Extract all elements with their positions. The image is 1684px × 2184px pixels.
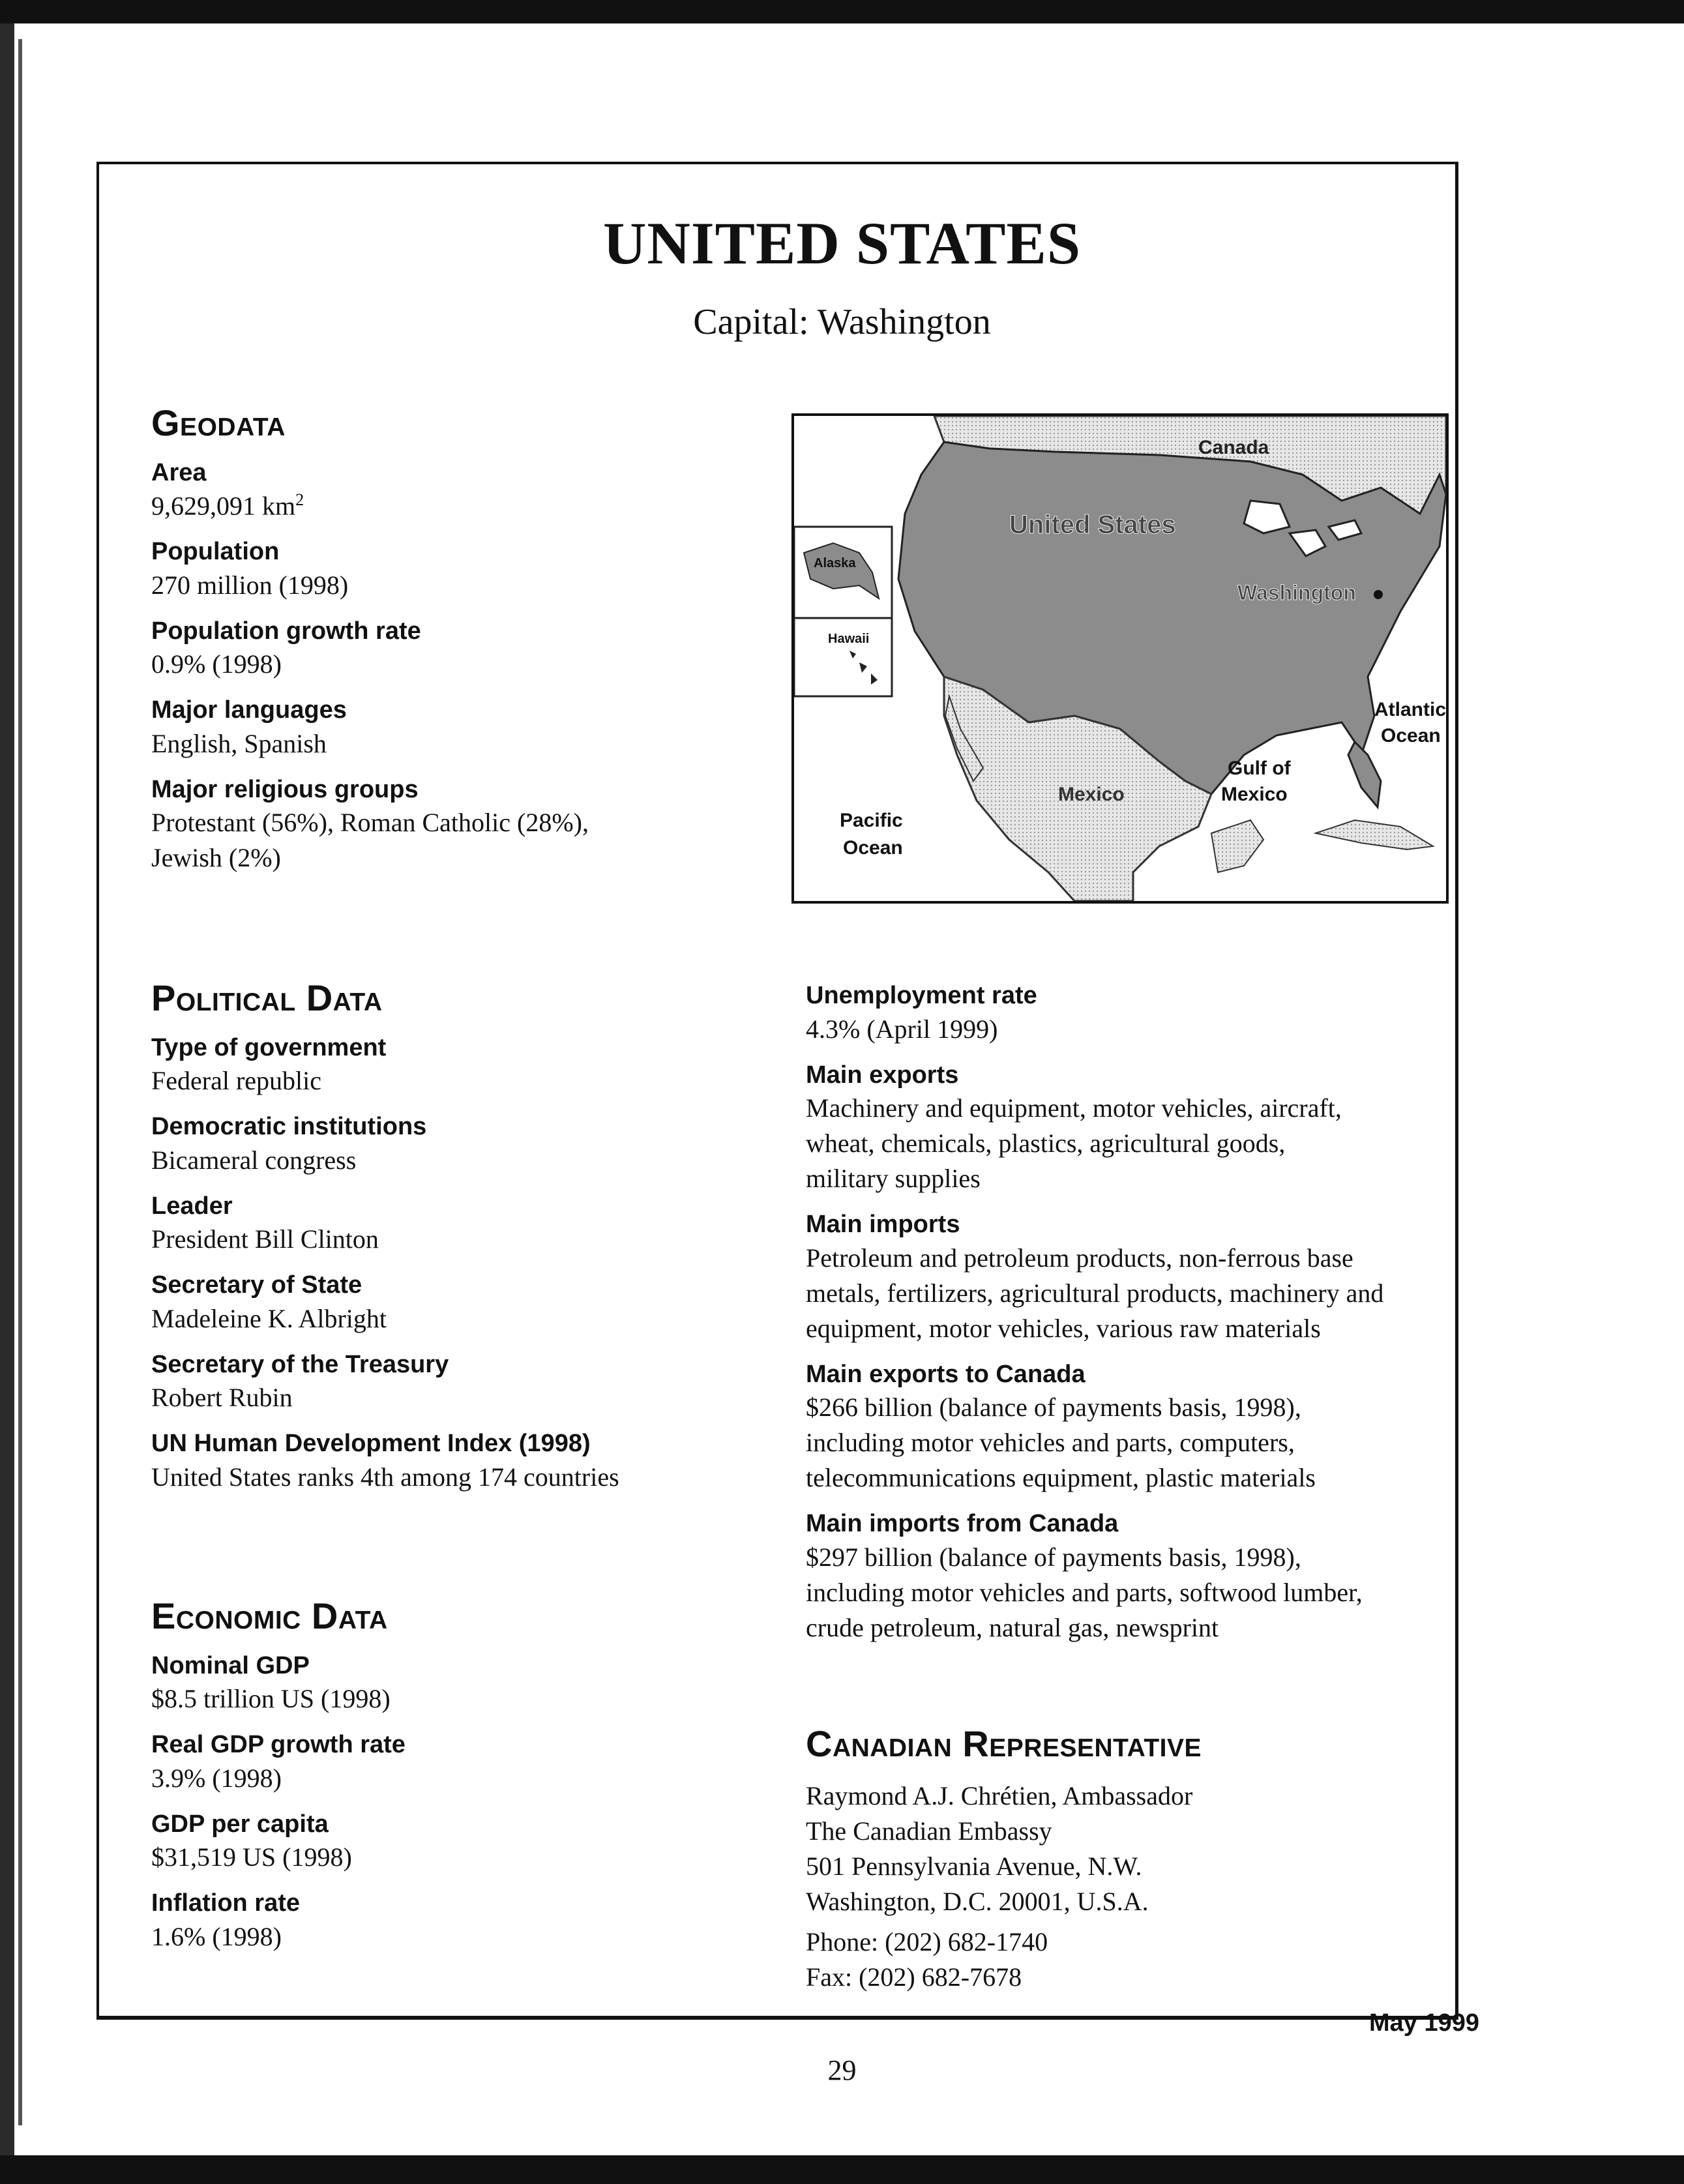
population-label: Population [151, 538, 280, 566]
treasury-value: Robert Rubin [151, 1383, 293, 1413]
geodata-heading: Geodata [151, 402, 286, 443]
canada-label: Canada [1198, 437, 1269, 458]
political-heading: Political Data [151, 977, 383, 1018]
unemployment-label: Unemployment rate [806, 982, 1037, 1009]
imports-from-canada-value [806, 1540, 1458, 1645]
economic-heading: Economic Data [151, 1595, 388, 1636]
main-imports-line-2: metals, fertilizers, agricultural products, machinery and [806, 1278, 1384, 1308]
languages-value: English, Spanish [151, 728, 327, 758]
gulf-of-mexico-label-1: Gulf of [1228, 758, 1291, 779]
leader-value: President Bill Clinton [151, 1224, 379, 1254]
main-imports-label: Main imports [806, 1211, 960, 1238]
exports-to-canada-line-1: $266 billion (balance of payments basis, 1998), [806, 1393, 1301, 1422]
population-value: 270 million (1998) [151, 570, 349, 600]
imports-from-canada-label: Main imports from Canada [806, 1510, 1119, 1537]
hdi-label: UN Human Development Index (1998) [151, 1430, 591, 1458]
religion-value-line-2: Jewish (2%) [151, 843, 281, 873]
hdi-value: United States ranks 4th among 174 countries [151, 1462, 619, 1492]
inflation-label: Inflation rate [151, 1889, 301, 1917]
representative-line-3: 501 Pennsylvania Avenue, N.W. [806, 1851, 1142, 1881]
representative-heading: Canadian Representative [806, 1723, 1202, 1764]
main-exports-label: Main exports [806, 1061, 959, 1089]
institutions-label: Democratic institutions [151, 1113, 427, 1141]
imports-from-canada-line-3: crude petroleum, natural gas, newsprint [806, 1612, 1219, 1642]
geodata-section [151, 403, 803, 889]
gdp-per-capita-label: GDP per capita [151, 1810, 329, 1838]
representative-address [806, 1778, 1458, 1919]
exports-to-canada-line-2: including motor vehicles and parts, computers, [806, 1428, 1295, 1457]
united-states-label: United States [1009, 510, 1176, 539]
main-exports-value [806, 1091, 1458, 1196]
representative-contact [806, 1925, 1458, 1995]
page-title: UNITED STATES [602, 210, 1082, 276]
area-unit-superscript: 2 [295, 490, 304, 510]
scan-border-bottom [0, 2155, 1684, 2184]
alaska-label: Alaska [814, 556, 856, 570]
atlantic-ocean-label-2: Ocean [1381, 725, 1441, 746]
washington-marker [1374, 590, 1383, 599]
yucatan-peninsula [1211, 820, 1263, 872]
institutions-value: Bicameral congress [151, 1145, 357, 1175]
main-exports-line-2: wheat, chemicals, plastics, agricultural goods, [806, 1129, 1286, 1158]
pacific-ocean-label-2: Ocean [843, 837, 903, 859]
real-gdp-growth-label: Real GDP growth rate [151, 1731, 406, 1759]
gdp-per-capita-value: $31,519 US (1998) [151, 1842, 352, 1872]
main-imports-line-3: equipment, motor vehicles, various raw materials [806, 1313, 1321, 1343]
population-growth-label: Population growth rate [151, 617, 421, 645]
religion-label: Major religious groups [151, 775, 419, 803]
representative-line-1: Raymond A.J. Chrétien, Ambassador [806, 1780, 1193, 1810]
secretary-of-state-value: Madeleine K. Albright [151, 1303, 387, 1333]
cuba-island [1316, 820, 1433, 849]
main-exports-line-3: military supplies [806, 1164, 981, 1193]
exports-to-canada-label: Main exports to Canada [806, 1360, 1086, 1388]
representative-line-2: The Canadian Embassy [806, 1816, 1052, 1846]
inflation-value: 1.6% (1998) [151, 1921, 282, 1951]
florida-landmass [1348, 742, 1381, 807]
scan-border-top [0, 0, 1684, 23]
government-type-label: Type of government [151, 1033, 387, 1061]
washington-label: Washington [1237, 581, 1356, 604]
scan-binding-edge [0, 23, 14, 2155]
unemployment-value: 4.3% (April 1999) [806, 1014, 998, 1044]
atlantic-ocean-label-1: Atlantic [1374, 699, 1446, 720]
political-section [151, 978, 803, 1508]
religion-value [151, 805, 803, 876]
gulf-of-mexico-label-2: Mexico [1221, 784, 1288, 805]
economic-section [151, 1596, 803, 1968]
publication-date: May 1999 [1369, 2009, 1480, 2037]
imports-from-canada-line-1: $297 billion (balance of payments basis, 1998), [806, 1542, 1301, 1572]
real-gdp-growth-value: 3.9% (1998) [151, 1763, 282, 1793]
main-exports-line-1: Machinery and equipment, motor vehicles, aircraft, [806, 1093, 1342, 1123]
area-label: Area [151, 458, 207, 486]
pacific-ocean-label-1: Pacific [840, 810, 903, 831]
exports-to-canada-value [806, 1390, 1458, 1496]
main-imports-value [806, 1241, 1458, 1346]
area-number: 9,629,091 km [151, 491, 296, 521]
main-imports-line-1: Petroleum and petroleum products, non-ferrous base [806, 1243, 1353, 1273]
location-map [791, 413, 1449, 904]
economic-section-continued [806, 981, 1458, 1659]
area-value [151, 488, 803, 524]
exports-to-canada-line-3: telecommunications equipment, plastic materials [806, 1463, 1316, 1492]
capital-subtitle: Capital: Washington [693, 302, 991, 342]
hawaii-label: Hawaii [828, 632, 870, 646]
hawaii-inset [794, 618, 892, 696]
religion-value-line-1: Protestant (56%), Roman Catholic (28%), [151, 808, 589, 838]
population-growth-value: 0.9% (1998) [151, 649, 282, 679]
secretary-of-state-label: Secretary of State [151, 1271, 362, 1299]
languages-label: Major languages [151, 696, 347, 724]
government-type-value: Federal republic [151, 1066, 321, 1096]
fax-number: Fax: (202) 682-7678 [806, 1962, 1022, 1992]
phone-number: Phone: (202) 682-1740 [806, 1926, 1048, 1956]
nominal-gdp-value: $8.5 trillion US (1998) [151, 1684, 391, 1714]
imports-from-canada-line-2: including motor vehicles and parts, softwood lumber, [806, 1577, 1363, 1607]
nominal-gdp-label: Nominal GDP [151, 1651, 310, 1679]
map-graphic [794, 416, 1446, 901]
scan-binding-line [18, 39, 22, 2125]
page-number: 29 [827, 2054, 857, 2086]
treasury-label: Secretary of the Treasury [151, 1350, 449, 1378]
mexico-label: Mexico [1058, 784, 1125, 805]
representative-line-4: Washington, D.C. 20001, U.S.A. [806, 1886, 1149, 1916]
leader-label: Leader [151, 1192, 233, 1220]
representative-section [806, 1724, 1458, 2008]
